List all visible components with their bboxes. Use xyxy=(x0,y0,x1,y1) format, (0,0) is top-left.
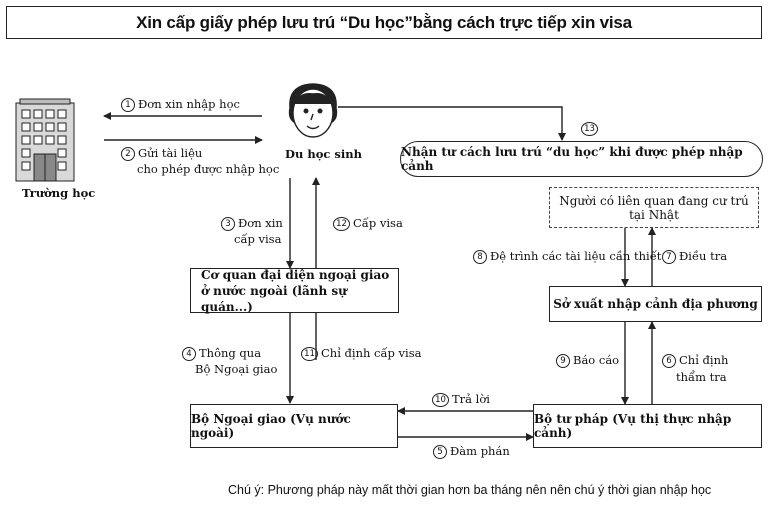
school-building-icon xyxy=(16,99,74,181)
embassy-line1: Cơ quan đại diện ngoại giao xyxy=(201,267,390,282)
step-10-label: 10 Trả lời xyxy=(432,392,490,407)
step-1-number: 1 xyxy=(121,98,135,112)
step-7-number: 7 xyxy=(662,250,676,264)
status-grant-text: Nhận tư cách lưu trú “du học” khi được phép nhập cảnh xyxy=(401,145,743,173)
moj-text: Bộ tư pháp (Vụ thị thực nhập cảnh) xyxy=(534,412,732,440)
status-grant-box xyxy=(400,141,763,177)
step-6-label-line2: thẩm tra xyxy=(676,370,727,384)
step-3-label: 3 Đơn xin xyxy=(221,216,283,231)
step-1-label: 1 Đơn xin nhập học xyxy=(121,97,240,112)
related-person-line2: tại Nhật xyxy=(629,207,679,222)
embassy-box xyxy=(190,268,399,313)
related-person-line1: Người có liên quan đang cư trú xyxy=(559,193,749,208)
student-face-icon xyxy=(290,84,337,137)
step-2-number: 2 xyxy=(121,147,135,161)
footnote: Chú ý: Phương pháp này mất thời gian hơn ba tháng nên nên chú ý thời gian nhập học xyxy=(228,483,712,497)
step-10-number: 10 xyxy=(432,393,449,407)
step-13-label xyxy=(581,121,601,136)
student-label: Du học sinh xyxy=(285,147,362,161)
step-4-label-line2: Bộ Ngoại giao xyxy=(195,362,278,376)
step-9-number: 9 xyxy=(556,354,570,368)
step-11-label: 11 Chỉ định cấp visa xyxy=(301,346,422,361)
step-11-number: 11 xyxy=(301,347,318,361)
step-8-number: 8 xyxy=(473,250,487,264)
immigration-office-box xyxy=(549,286,762,322)
school-label: Trường học xyxy=(22,186,96,200)
step-5-number: 5 xyxy=(433,445,447,459)
immigration-office-text: Sở xuất nhập cảnh địa phương xyxy=(553,297,758,311)
step-5-label: 5 Đàm phán xyxy=(433,444,510,459)
step-2-label: 2 Gửi tài liệu xyxy=(121,146,202,161)
step-6-number: 6 xyxy=(662,354,676,368)
arrow-step-13 xyxy=(338,107,562,140)
mofa-box xyxy=(190,404,398,448)
step-12-label: 12 Cấp visa xyxy=(333,216,403,231)
step-4-number: 4 xyxy=(182,347,196,361)
moj-box xyxy=(533,404,762,448)
step-12-number: 12 xyxy=(333,217,350,231)
step-8-label: 8 Đệ trình các tài liệu cần thiết xyxy=(473,249,661,264)
step-3-number: 3 xyxy=(221,217,235,231)
step-6-label: 6 Chỉ định xyxy=(662,353,728,368)
related-person-box xyxy=(549,187,759,228)
embassy-line2: ở nước ngoài (lãnh sự quán...) xyxy=(201,283,347,314)
step-13-number: 13 xyxy=(581,122,598,136)
step-4-label: 4 Thông qua xyxy=(182,346,261,361)
step-2-label-line2: cho phép được nhập học xyxy=(137,162,280,176)
step-7-label: 7 Điều tra xyxy=(662,249,727,264)
step-9-label: 9 Báo cáo xyxy=(556,353,619,368)
mofa-text: Bộ Ngoại giao (Vụ nước ngoài) xyxy=(191,412,351,440)
diagram-title: Xin cấp giấy phép lưu trú “Du học”bằng cách trực tiếp xin visa xyxy=(136,12,632,32)
step-3-label-line2: cấp visa xyxy=(234,232,282,246)
